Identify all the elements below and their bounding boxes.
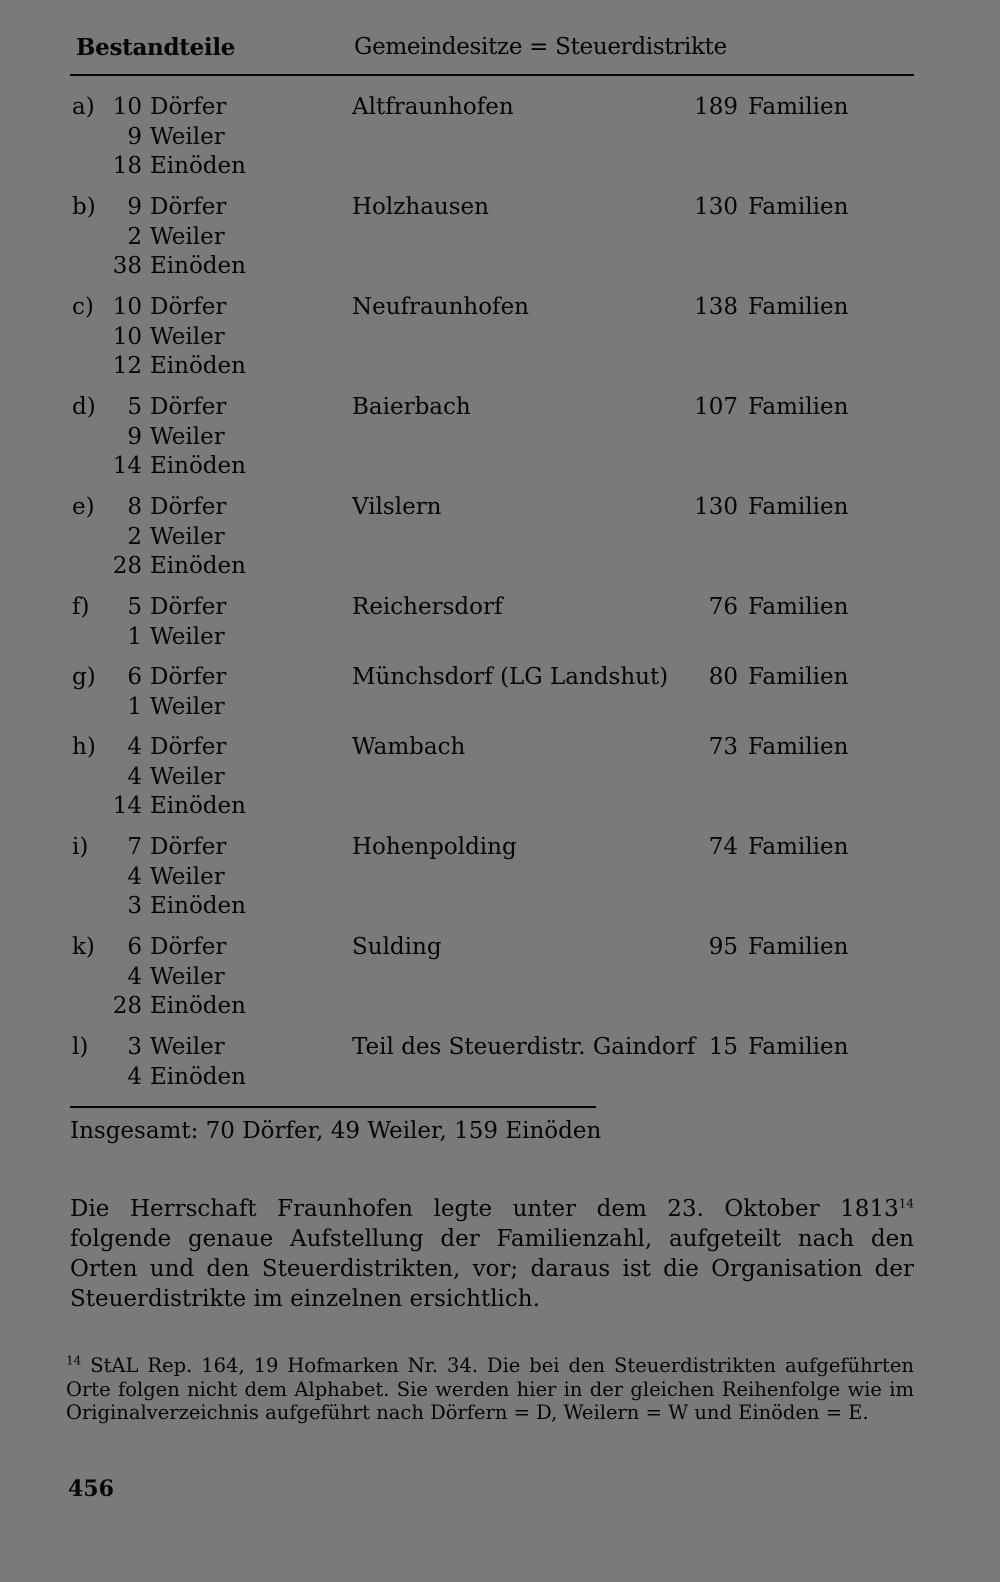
family-label: Familien xyxy=(748,594,849,620)
component-type: Weiler xyxy=(150,863,225,890)
component-type: Dörfer xyxy=(150,194,227,220)
family-count xyxy=(690,392,850,422)
component-count: 5 xyxy=(127,394,142,420)
family-number: 130 xyxy=(694,494,738,520)
component-type: Einöden xyxy=(150,993,246,1019)
component-count: 6 xyxy=(127,934,142,960)
family-count xyxy=(690,192,850,222)
municipality-seat: Teil des Steuerdistr. Gaindorf xyxy=(352,1034,696,1060)
component-count: 7 xyxy=(127,834,142,860)
group-letter: h) xyxy=(72,734,96,760)
family-count xyxy=(690,292,850,322)
family-label: Familien xyxy=(748,94,849,120)
group-letter: i) xyxy=(72,834,89,860)
component-count: 9 xyxy=(127,194,142,220)
component-type: Einöden xyxy=(150,893,246,919)
component-count: 4 xyxy=(127,763,142,790)
family-count xyxy=(690,92,850,122)
municipality-seat: Münchsdorf (LG Landshut) xyxy=(352,664,669,690)
component-type: Dörfer xyxy=(150,664,227,690)
family-label: Familien xyxy=(748,1034,849,1060)
component-type: Weiler xyxy=(150,693,225,720)
municipality-seat: Neufraunhofen xyxy=(352,294,529,320)
page-number: 456 xyxy=(68,1476,114,1502)
family-number: 73 xyxy=(708,734,738,760)
component-type: Einöden xyxy=(150,553,246,579)
component-count: 3 xyxy=(127,893,142,919)
group-letter: l) xyxy=(72,1034,89,1060)
family-number: 138 xyxy=(694,294,738,320)
family-label: Familien xyxy=(748,934,849,960)
component-type: Dörfer xyxy=(150,594,227,620)
component-type: Dörfer xyxy=(150,934,227,960)
footnote-marker: 14 xyxy=(66,1353,82,1368)
component-count: 10 xyxy=(112,323,142,350)
family-number: 80 xyxy=(708,664,738,690)
component-count: 3 xyxy=(127,1034,142,1060)
family-label: Familien xyxy=(748,294,849,320)
component-count: 5 xyxy=(127,594,142,620)
paragraph-text-before: Die Herrschaft Fraunhofen legte unter dem 23. Oktober 1813 xyxy=(70,1196,899,1222)
family-number: 15 xyxy=(708,1034,738,1060)
component-count: 38 xyxy=(112,253,142,279)
component-type: Weiler xyxy=(150,623,225,650)
family-label: Familien xyxy=(748,394,849,420)
family-count xyxy=(690,592,850,622)
family-label: Familien xyxy=(748,734,849,760)
component-type: Dörfer xyxy=(150,294,227,320)
total-rule xyxy=(70,1106,596,1108)
component-type: Weiler xyxy=(150,963,225,990)
component-type: Einöden xyxy=(150,793,246,819)
component-type: Einöden xyxy=(150,153,246,179)
family-count xyxy=(690,662,850,692)
component-type: Weiler xyxy=(150,323,225,350)
family-number: 76 xyxy=(708,594,738,620)
component-count: 10 xyxy=(112,294,142,320)
family-label: Familien xyxy=(748,494,849,520)
component-count: 1 xyxy=(127,693,142,720)
group-letter: g) xyxy=(72,664,96,690)
family-count xyxy=(690,732,850,762)
component-count: 4 xyxy=(127,1063,142,1090)
group-letter: a) xyxy=(72,94,95,120)
component-type: Einöden xyxy=(150,453,246,479)
group-letter: d) xyxy=(72,394,96,420)
column-header-seats: Gemeindesitze = Steuerdistrikte xyxy=(354,34,727,60)
family-label: Familien xyxy=(748,834,849,860)
component-count: 14 xyxy=(112,793,142,819)
group-letter: k) xyxy=(72,934,95,960)
component-type: Dörfer xyxy=(150,734,227,760)
family-number: 95 xyxy=(708,934,738,960)
component-type: Dörfer xyxy=(150,834,227,860)
total-line: Insgesamt: 70 Dörfer, 49 Weiler, 159 Einöden xyxy=(70,1118,602,1144)
municipality-seat: Sulding xyxy=(352,934,442,960)
component-type: Dörfer xyxy=(150,394,227,420)
column-header-components: Bestandteile xyxy=(76,34,236,61)
component-count: 9 xyxy=(127,423,142,450)
footnote-text: StAL Rep. 164, 19 Hofmarken Nr. 34. Die bei den Steuerdistrikten aufgeführten Orte folgen nicht dem Alphabet. Sie werden hier in der gleichen Reihenfolge wie im Originalverzeichnis aufgeführt nach Dörfern = D, Weilern = W und Einöden = E. xyxy=(66,1354,914,1424)
municipality-seat: Vilslern xyxy=(352,494,442,520)
group-letter: b) xyxy=(72,194,96,220)
component-count: 2 xyxy=(127,523,142,550)
component-type: Weiler xyxy=(150,423,225,450)
component-count: 4 xyxy=(127,963,142,990)
component-count: 12 xyxy=(112,353,142,379)
component-count: 14 xyxy=(112,453,142,479)
family-number: 74 xyxy=(708,834,738,860)
family-count xyxy=(690,932,850,962)
family-number: 107 xyxy=(694,394,738,420)
component-type: Weiler xyxy=(150,123,225,150)
family-number: 189 xyxy=(694,94,738,120)
paragraph-text-after: folgende genaue Aufstellung der Familienzahl, aufgeteilt nach den Orten und den Steuerdistrikten, vor; daraus ist die Organisation der Steuerdistrikte im einzelnen ersichtlich. xyxy=(70,1226,914,1312)
group-letter: f) xyxy=(72,594,90,620)
component-type: Weiler xyxy=(150,763,225,790)
component-type: Weiler xyxy=(150,523,225,550)
component-count: 6 xyxy=(127,664,142,690)
footnote xyxy=(66,1354,914,1425)
component-type: Dörfer xyxy=(150,494,227,520)
family-label: Familien xyxy=(748,664,849,690)
component-count: 4 xyxy=(127,734,142,760)
group-letter: e) xyxy=(72,494,95,520)
component-type: Weiler xyxy=(150,223,225,250)
component-type: Einöden xyxy=(150,353,246,379)
family-number: 130 xyxy=(694,194,738,220)
municipality-seat: Holzhausen xyxy=(352,194,489,220)
component-type: Dörfer xyxy=(150,94,227,120)
body-paragraph xyxy=(70,1194,914,1314)
component-count: 1 xyxy=(127,623,142,650)
header-rule xyxy=(70,74,914,76)
component-type: Einöden xyxy=(150,1063,246,1090)
municipality-seat: Hohenpolding xyxy=(352,834,517,860)
family-count xyxy=(690,492,850,522)
component-count: 28 xyxy=(112,553,142,579)
component-count: 2 xyxy=(127,223,142,250)
group-letter: c) xyxy=(72,294,94,320)
footnote-reference: 14 xyxy=(898,1196,914,1211)
component-type: Einöden xyxy=(150,253,246,279)
municipality-seat: Reichersdorf xyxy=(352,594,503,620)
municipality-seat: Wambach xyxy=(352,734,466,760)
component-count: 10 xyxy=(112,94,142,120)
component-count: 8 xyxy=(127,494,142,520)
family-count xyxy=(690,1032,850,1062)
component-count: 4 xyxy=(127,863,142,890)
family-count xyxy=(690,832,850,862)
component-type: Weiler xyxy=(150,1034,225,1060)
municipality-seat: Altfraunhofen xyxy=(352,94,514,120)
municipality-seat: Baierbach xyxy=(352,394,471,420)
family-label: Familien xyxy=(748,194,849,220)
component-count: 9 xyxy=(127,123,142,150)
component-count: 28 xyxy=(112,993,142,1019)
component-count: 18 xyxy=(112,153,142,179)
